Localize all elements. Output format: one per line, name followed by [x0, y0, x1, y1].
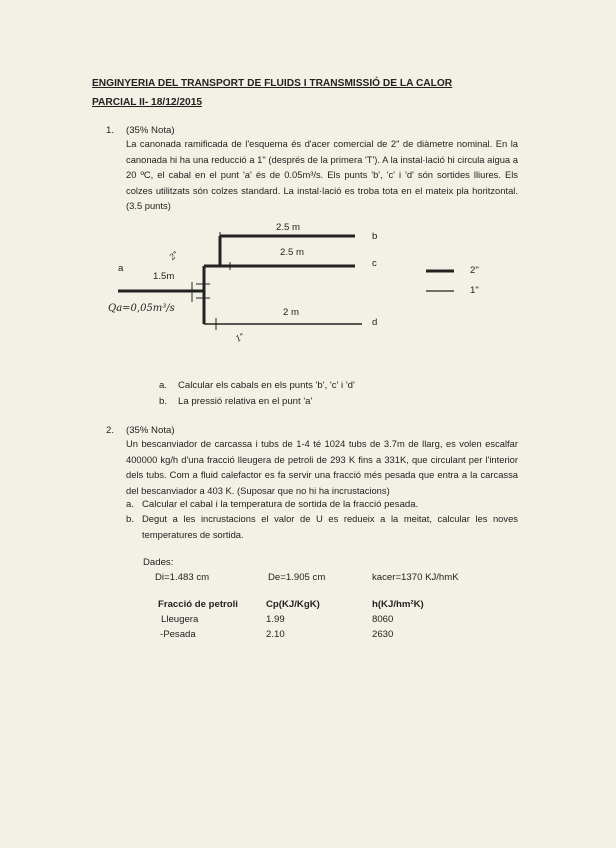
table-row-light-h: 8060 — [372, 614, 394, 625]
table-row-heavy-name: -Pesada — [160, 629, 196, 640]
q2-weight: (35% Nota) — [126, 425, 175, 436]
table-header-fraction: Fracció de petroli — [158, 599, 238, 610]
table-row-light-cp: 1.99 — [266, 614, 285, 625]
data-de: De=1.905 cm — [268, 572, 326, 583]
q1-item-a-label: a. — [159, 380, 168, 391]
length-a: 1.5m — [153, 271, 175, 282]
q1-item-a: Calcular els cabals en els punts 'b', 'c' i 'd' — [178, 380, 355, 391]
point-d: d — [372, 317, 378, 328]
q2-statement: Un bescanviador de carcassa i tubs de 1-4 té 1024 tubs de 3.7m de llarg, es volen escalfar 400000 kg/h d'una fracció lleugera de petroli de 293 K fins a 331K, que circulant per l'interior dels tubs. Com a fluid calefactor es fa servir una fracció més pesada que entra a la carcassa del bescanviador a 403 K. (Suposar que no hi ha incrustacions) — [126, 438, 518, 496]
table-row-heavy-h: 2630 — [372, 629, 394, 640]
table-header-h: h(KJ/hm²K) — [372, 599, 424, 610]
q1-item-b: La pressió relativa en el punt 'a' — [178, 396, 313, 407]
q2-item-b-label: b. — [126, 514, 135, 525]
q2-number: 2. — [106, 425, 115, 436]
q1-statement: La canonada ramificada de l'esquema és d'acer comercial de 2" de diàmetre nominal. En la canonada hi ha una reducció a 1" (després de la primera 'T'). A la instal·lació hi circula aigua a 20 ºC, el cabal en el punt 'a' és de 0.05m³/s. Els punts 'b', 'c' i 'd' són sortides lliures. Els colzes utilitzats són colzes standard. La instal·lació es troba tota en el mateix pla horitzontal. (3.5 punts) — [126, 138, 518, 212]
data-k-steel: kacer=1370 KJ/hmK — [372, 572, 459, 583]
exam-title: ENGINYERIA DEL TRANSPORT DE FLUIDS I TRANSMISSIÓ DE LA CALOR — [92, 78, 453, 89]
point-b: b — [372, 231, 378, 242]
length-d: 2 m — [283, 307, 299, 318]
point-c: c — [372, 258, 377, 269]
q1-item-b-label: b. — [159, 396, 168, 407]
length-c: 2.5 m — [280, 247, 304, 258]
handwritten-flow-rate: Qa=0,05m³/s — [108, 303, 175, 314]
point-a: a — [118, 263, 124, 274]
table-row-heavy-cp: 2.10 — [266, 629, 285, 640]
q2-item-b: Degut a les incrustacions el valor de U es redueix a la meitat, calcular les noves temperatures de sortida. — [142, 513, 518, 540]
handwritten-1in: 1" — [234, 331, 247, 344]
q1-number: 1. — [106, 125, 115, 136]
length-b: 2.5 m — [276, 222, 300, 233]
table-row-light-name: Lleugera — [161, 614, 199, 625]
legend-1in: 1" — [470, 285, 479, 296]
legend-2in: 2" — [470, 265, 479, 276]
data-label: Dades: — [143, 557, 174, 568]
q2-item-a-label: a. — [126, 499, 135, 510]
table-header-cp: Cp(KJ/KgK) — [266, 599, 320, 610]
handwritten-2in: 2" — [167, 249, 181, 262]
q1-weight: (35% Nota) — [126, 125, 175, 136]
q2-item-a: Calcular el cabal i la temperatura de sortida de la fracció pesada. — [142, 499, 419, 510]
exam-date: PARCIAL II- 18/12/2015 — [92, 97, 203, 108]
data-di: Di=1.483 cm — [155, 572, 210, 583]
